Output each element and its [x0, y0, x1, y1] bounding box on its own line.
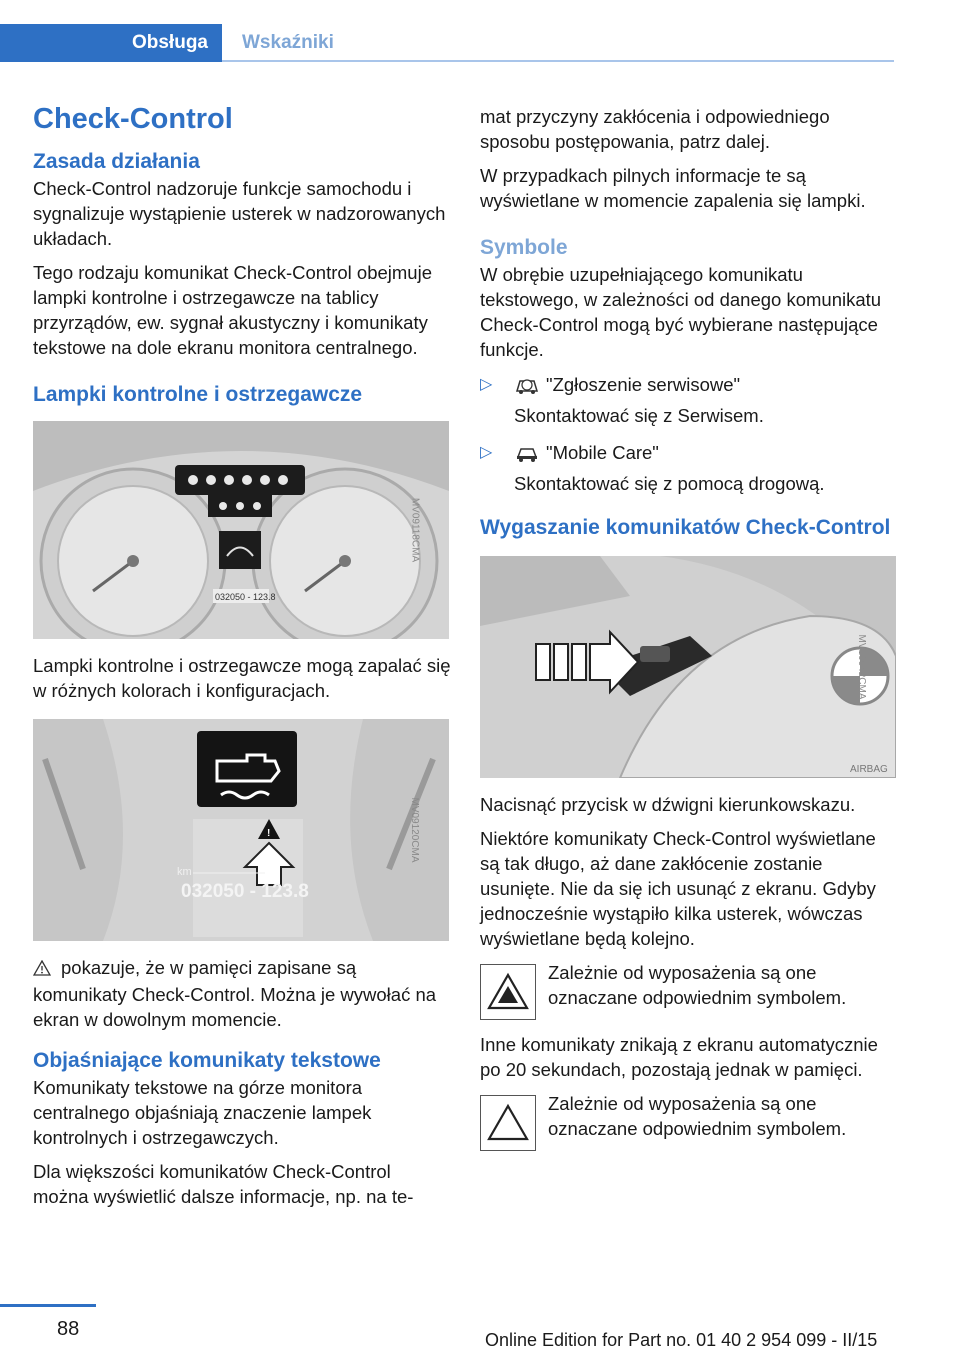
caption-text: pokazuje, że w pamięci zapisane są komunikaty Check-Control. Można je wywołać na ekran w dowolnym momencie. [33, 957, 437, 1030]
check-control-illustration [33, 719, 449, 941]
km-label: km [177, 866, 192, 878]
paragraph: Nacisnąć przycisk w dźwigni kierunkowskazu. [480, 794, 856, 815]
svg-text:!: ! [267, 828, 271, 839]
figure-check-control-display [33, 719, 449, 941]
tab-wskazniki[interactable]: Wskaźniki [242, 32, 334, 53]
list-item-service [480, 372, 898, 434]
paragraph: Inne komunikaty znikają z ekranu automatycznie po 20 sekundach, pozostają jednak w pamięci. [480, 1034, 878, 1080]
section-heading-text-messages: Objaśniające komunikaty tekstowe [33, 1049, 381, 1072]
header-rule [222, 60, 894, 62]
list-item-title [514, 440, 825, 465]
note-text: Zależnie od wyposażenia są one oznaczane odpowiednim symbolem. [548, 1093, 847, 1139]
paragraph: Dla większości komunikatów Check-Control można wyświetlić dalsze informacje, np. na te- [33, 1161, 414, 1207]
paragraph: Niektóre komunikaty Check-Control wyświetlane są tak długo, aż dane zakłócenie zostanie usunięte. Nie da się ich usunąć z ekranu. Gdyby jednocześnie wystąpiło kilka usterek, wówczas wyświetlane będą kolejno. [480, 828, 876, 949]
note-symbol-warning [480, 960, 898, 1020]
instrument-cluster-illustration [33, 421, 449, 639]
airbag-label: AIRBAG [850, 764, 888, 775]
caption-warning [33, 955, 451, 1032]
figure-turn-signal-lever [480, 556, 896, 778]
page-title: Check-Control [33, 103, 233, 135]
figure-code: MV10042CMA [855, 634, 867, 700]
footer-rule [0, 1304, 96, 1307]
list-item-title-text: "Zgłoszenie serwisowe" [546, 374, 741, 395]
paragraph: Komunikaty tekstowe na górze monitora centralnego objaśniają znaczenie lampek kontrolnych i ostrzegawczych. [33, 1077, 372, 1148]
paragraph: Tego rodzaju komunikat Check-Control obejmuje lampki kontrolne i ostrzegawcze na tablicy przyrządów, ew. sygnał akustyczny i komunikaty tekstowe na dole ekranu monitora centralnego. [33, 262, 432, 358]
list-item-title [514, 372, 764, 397]
list-item-mobile-care [480, 440, 898, 502]
section-heading-lamps: Lampki kontrolne i ostrzegawcze [33, 383, 363, 406]
note-symbol-outline [480, 1091, 898, 1151]
tab-obsluga[interactable]: Obsługa [0, 24, 222, 62]
warning-triangle-outline-icon [480, 1095, 536, 1151]
bullet-arrow-icon: ▷ [480, 376, 493, 393]
odometer-readout: 032050 - 123.8 [215, 592, 276, 602]
paragraph: W przypadkach pilnych informacje te są wyświetlane w momencie zapalenia się lampki. [480, 165, 866, 211]
bmw-service-icon [514, 375, 540, 395]
paragraph: mat przyczyny zakłócenia i odpowiedniego sposobu postępowania, patrz dalej. [480, 106, 830, 152]
bullet-arrow-icon: ▷ [480, 444, 493, 461]
turn-signal-illustration [480, 556, 896, 778]
list-item-desc: Skontaktować się z Serwisem. [514, 405, 764, 426]
odometer-readout-large: 032050 - 123.8 [181, 881, 309, 902]
figure-code: MV09120CMA [408, 797, 420, 863]
figure-code: MV09118CMA [409, 497, 421, 563]
left-column [33, 100, 451, 1218]
figure-instrument-cluster [33, 421, 449, 639]
note-text: Zależnie od wyposażenia są one oznaczane odpowiednim symbolem. [548, 962, 847, 1008]
warning-triangle-filled-icon [480, 964, 536, 1020]
paragraph: Check-Control nadzoruje funkcje samochodu i sygnalizuje wystąpienie usterek w nadzorowanych układach. [33, 178, 446, 249]
right-column [480, 104, 898, 1163]
warning-triangle-icon [33, 957, 53, 982]
section-heading-dismiss: Wygaszanie komunikatów Check-Control [480, 516, 891, 539]
paragraph: W obrębie uzupełniającego komunikatu tekstowego, w zależności od danego komunikatu Check-Control mogą być wybierane następujące funkcje. [480, 264, 882, 360]
caption: Lampki kontrolne i ostrzegawcze mogą zapalać się w różnych kolorach i konfiguracjach. [33, 655, 451, 701]
section-heading-symbols: Symbole [480, 236, 568, 259]
mobile-care-icon [514, 443, 540, 463]
page-number: 88 [57, 1318, 80, 1340]
list-item-desc: Skontaktować się z pomocą drogową. [514, 473, 825, 494]
list-item-title-text: "Mobile Care" [546, 442, 659, 463]
section-heading-principle: Zasada działania [33, 150, 200, 173]
edition-text: Online Edition for Part no. 01 40 2 954 099 - II/15 [485, 1330, 878, 1350]
